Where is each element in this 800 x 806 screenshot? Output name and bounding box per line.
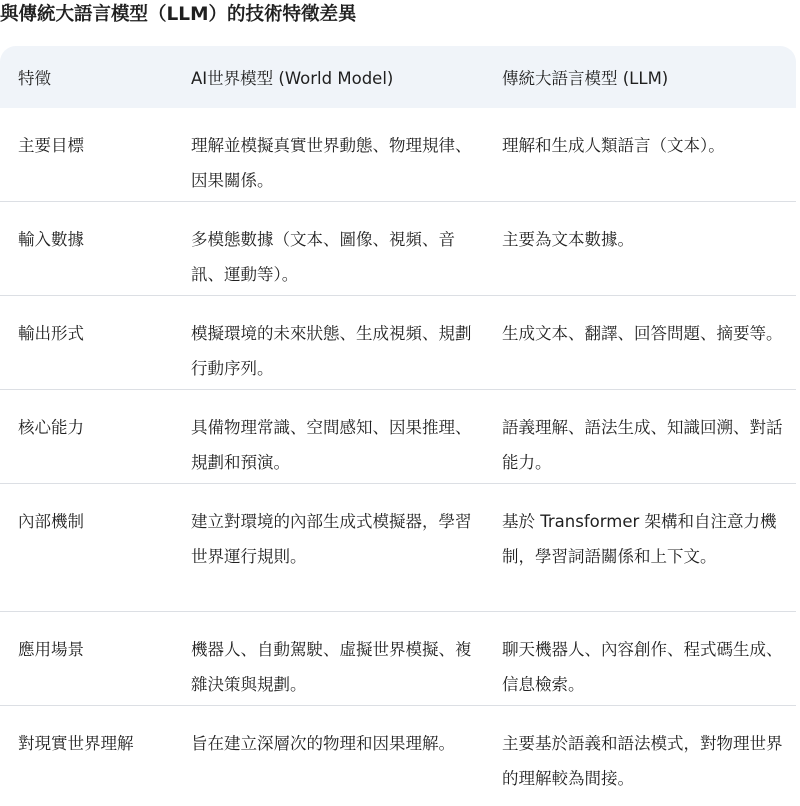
table-row xyxy=(0,108,796,202)
llm-cell: 主要為文本數據。 xyxy=(502,230,634,249)
world-model-cell: 多模態數據（文本、圖像、視頻、音訊、運動等）。 xyxy=(191,230,455,284)
feature-cell: 輸入數據 xyxy=(18,230,84,249)
llm-cell: 語義理解、語法生成、知識回溯、對話能力。 xyxy=(502,418,783,472)
feature-cell: 輸出形式 xyxy=(18,324,84,343)
world-model-cell: 建立對環境的內部生成式模擬器，學習世界運行規則。 xyxy=(191,512,472,566)
header-world-model: AI世界模型 (World Model) xyxy=(191,69,394,88)
feature-cell: 對現實世界理解 xyxy=(18,734,134,753)
feature-cell: 核心能力 xyxy=(18,418,84,437)
llm-cell: 理解和生成人類語言（文本）。 xyxy=(502,136,725,155)
llm-cell: 主要基於語義和語法模式，對物理世界的理解較為間接。 xyxy=(502,734,783,788)
world-model-cell: 機器人、自動駕駛、虛擬世界模擬、複雜決策與規劃。 xyxy=(191,640,472,694)
llm-cell: 聊天機器人、內容創作、程式碼生成、信息檢索。 xyxy=(502,640,783,694)
table-header-row xyxy=(0,46,796,108)
header-llm: 傳統大語言模型 (LLM) xyxy=(502,69,669,88)
table-row xyxy=(0,612,796,706)
table-row xyxy=(0,706,796,806)
page-title: 與傳統大語言模型（LLM）的技術特徵差異 xyxy=(0,4,357,25)
comparison-table xyxy=(0,46,796,806)
llm-cell: 生成文本、翻譯、回答問題、摘要等。 xyxy=(502,324,783,343)
world-model-cell: 旨在建立深層次的物理和因果理解。 xyxy=(191,734,455,753)
table-row xyxy=(0,390,796,484)
feature-cell: 內部機制 xyxy=(18,512,84,531)
llm-cell: 基於 Transformer 架構和自注意力機制，學習詞語關係和上下文。 xyxy=(502,512,777,566)
table-row xyxy=(0,202,796,296)
feature-cell: 主要目標 xyxy=(18,136,84,155)
world-model-cell: 理解並模擬真實世界動態、物理規律、因果關係。 xyxy=(191,136,472,190)
feature-cell: 應用場景 xyxy=(18,640,84,659)
header-feature: 特徵 xyxy=(18,69,51,88)
table-row xyxy=(0,296,796,390)
table-row xyxy=(0,484,796,612)
world-model-cell: 具備物理常識、空間感知、因果推理、規劃和預演。 xyxy=(191,418,472,472)
world-model-cell: 模擬環境的未來狀態、生成視頻、規劃行動序列。 xyxy=(191,324,472,378)
